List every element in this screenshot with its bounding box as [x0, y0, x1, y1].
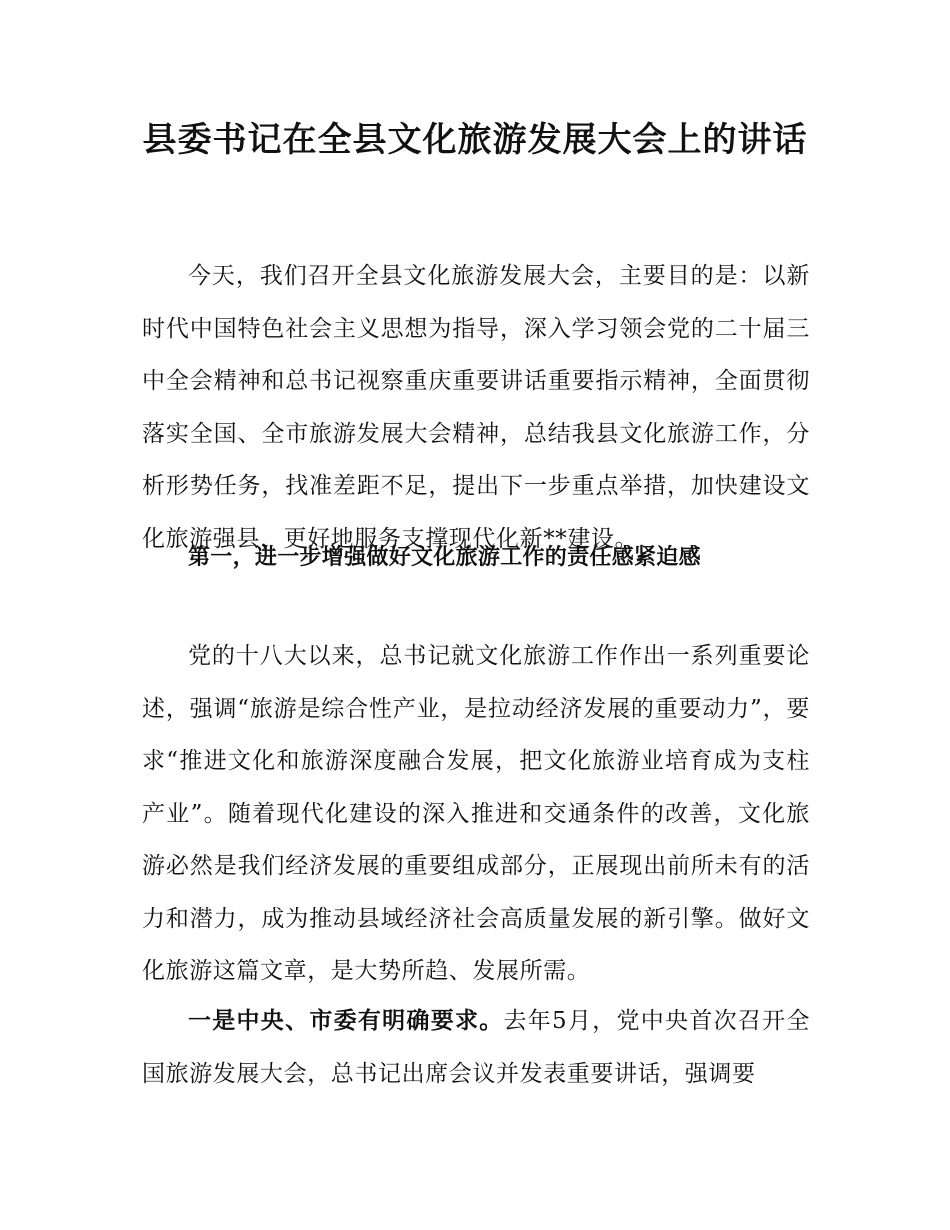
intro-paragraph: 今天，我们召开全县文化旅游发展大会，主要目的是：以新时代中国特色社会主义思想为指导，深入学习领会党的二十届三中全会精神和总书记视察重庆重要讲话重要指示精神，全面贯彻落实全国、全市旅游发展大会精神，总结我县文化旅游工作，分析形势任务，找准差距不足，提出下一步重点举措，加快建设文化旅游强县，更好地服务支撑现代化新**建设。 — [142, 263, 810, 552]
point-one-text: 去年5月，党中央首次召开全国旅游发展大会，总书记出席会议并发表重要讲话，强调要 — [142, 1008, 810, 1087]
point-one-lead: 一是中央、市委有明确要求。 — [188, 1008, 504, 1034]
section-1-paragraph: 党的十八大以来，总书记就文化旅游工作作出一系列重要论述，强调“旅游是综合性产业，是拉动经济发展的重要动力”，要求“推进文化和旅游深度融合发展，把文化旅游业培育成为支柱产业”。随着现代化建设的深入推进和交通条件的改善，文化旅游必然是我们经济发展的重要组成部分，正展现出前所未有的活力和潜力，成为推动县域经济社会高质量发展的新引擎。做好文化旅游这篇文章，是大势所趋、发展所需。 — [142, 643, 810, 984]
point-one-paragraph — [142, 995, 810, 1100]
section-heading-1: 第一，进一步增强做好文化旅游工作的责任感紧迫感 — [188, 545, 701, 570]
document-title: 县委书记在全县文化旅游发展大会上的讲话 — [142, 120, 808, 160]
